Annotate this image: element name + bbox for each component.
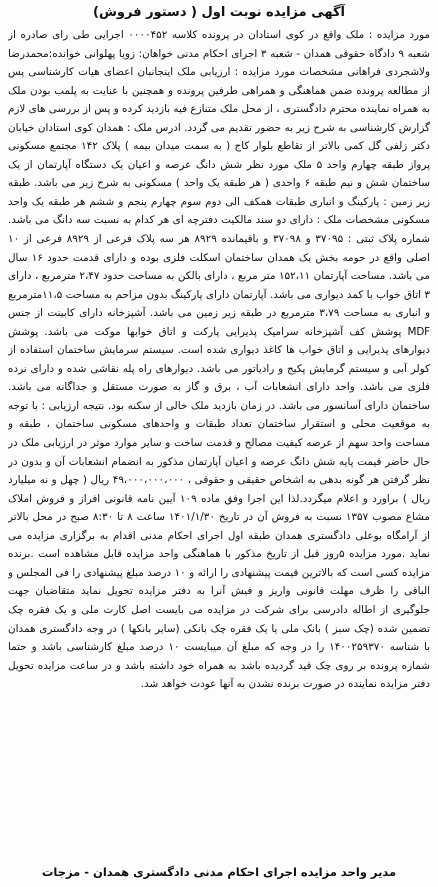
notice-title: آگهی مزایده نوبت اول ( دستور فروش) xyxy=(93,5,345,20)
notice-body: مورد مزایده : ملک واقع در کوی استادان در پرونده کلاسه ۰۰۰۰۴۵۲ اجرایی طی رای صادره از شعبه ۹ دادگاه حقوقی همدان - شعبه ۳ اجرای احکام مدنی خواهان: زویا پهلوانی خوانده:محمدرضا ولاشجردی فراهانی مشخصات مورد مزایده : ارزیابی ملک اینجانبان اعضای هیات کارشناسی پس از مطالعه پرونده ضمن هماهنگی و همراهی طرفین پرونده و همچنین با عنایت به پلمب بودن ملک به همراه نماینده محترم دادگستری ، از محل ملک متنازع فیه بازدید کرده و پس از بررسی های لازم گزارش کارشناسی به شرح زیر به حضور تقدیم می گردد. ادرس ملک : همدان کوی استادان خیابان دکتر زلفی گل کمی بالاتر از تقاطع بلوار کاج ( به سمت میدان بیمه ) پلاک ۱۴۲ مجتمع مسکونی پرواز طبقه چهارم واحد ۵ ملک مورد نظر شش دانگ عرصه و اعیان یک دستگاه آپارتمان از یک ساختمان شش و نیم طبقه ۶ واحدی ( هر طبقه یک واحد ) مسکونی به شرح زیر می باشد. طبقه زیر زمین : پارکینگ و انباری طبقات همکف الی دوم سوم چهارم پنجم و ششم هر طبقه یک واحد مسکونی مشخصات ملک : دارای دو سند مالکیت دفترچه ای هر کدام به نسبت سه دانگ می باشد. شماره پلاک ثبتی : ۳۷۰۹۵ و ۳۷۰۹۸ و باقیمانده ۸۹۲۹ هر سه پلاک فرعی از ۸۹۲۹ فرعی از ۱۰ اصلی واقع در حومه بخش یک همدان ساختمان اسکلت فلزی بوده و دارای قدمت حدود ۱۶ سال می باشد. مساحت آپارتمان ۱۵۲،۱۱ متر مربع ، دارای بالکن به مساحت حدود ۲،۴۷ مترمربع ، دارای ۳ اتاق خواب با کمد دیواری می باشد. آپارتمان دارای پارکینگ بدون مزاحم به مساحت ۱۱،۵مترمربع و انباری به مساحت ۳،۷۹ مترمربع در طبقه زیر زمین می باشد. آشپزخانه دارای کابینت از جنس MDF پوشش کف آشپزخانه سرامیک پذیرایی پارکت و اتاق خوابها موکت می باشد. پوشش دیوارهای پذیرایی و اتاق خواب ها کاغذ دیواری شده است. سیستم سرمایش ساختمان استفاده از کولر آبی و سیستم گرمایش پکیج و رادیاتور می باشد. دیوارهای راه پله نقاشی شده و دارای نرده فلزی می باشد. واحد دارای انشعابات آب ، برق و گاز به صورت مستقل و جداگانه می باشد. ساختمان دارای آسانسور می باشد. در زمان بازدید ملک خالی از سکنه بود. نتیجه ارزیابی : با توجه به موقعیت محلی و استقرار ساختمان تعداد طبقات و واحدهای مسکونی ساختمان ، طبقه و مساحت واحد سهم از عرصه کیفیت مصالح و قدمت ساخت و سایر موارد موثر در ارزیابی ملک در حال حاضر قیمت پایه شش دانگ عرصه و اعیان آپارتمان مذکور به انضمام انشعابات آن و بدون در نظر گرفتن هر گونه بدهی به اشخاص حقیقی و حقوقی ، ۴۹،۰۰۰،۰۰۰،۰۰۰ ریال ( چهل و نه میلیارد ریال ) براورد و اعلام میگردد.لذا این اجرا وفق ماده ۱۰۹ آیین نامه قانونی افراز و فروش املاک مشاع مصوب ۱۳۵۷ نسبت به فروش آن در تاریخ ۱۴۰۱/۱/۳۰ ساعت ۸ تا ۸:۳۰ صبح در محل بالاتر از آرامگاه بوعلی دادگستری همدان طبقه اول اجرای احکام مدنی اقدام به برگزاری مزایده می نماید .مورد مزایده ۵روز قبل از تاریخ مذکور با هماهنگی واحد مزایده قابل مشاهده است .برنده مزایده کسی است که بالاترین قیمت پیشنهادی را ارائه و ۱۰ درصد مبلغ پیشنهادی را فی المجلس و الباقی را ظرف مهلت قانونی واریز و فیش آنرا به دفتر مزایده تحویل نماید متقاضیان جهت جلوگیری از اطاله دادرسی برای شرکت در مزایده می بایست اصل کارت ملی و یک فقره چک تضمین شده (چک سبز ) بانک ملی یا یک فقره چک بانکی (سایر بانکها ) در وجه دادگستری همدان با شناسه ۱۴۰۰۲۵۹۳۷۰ را در وجه که مبلغ آن میبایست ۱۰ درصد مبلغ کارشناسی باشد و حتما شماره پرونده بر روی چک قید گردیده باشد به همراه خود داشته باشد و در ساعت مزایده تحویل دفتر مزایده نماینده در صورت برنده نشدن به آنها عودت خواهد شد. xyxy=(8,29,430,691)
notice-signature: مدیر واحد مزایده اجرای احکام مدنی دادگستری همدان - مزجات xyxy=(41,865,397,879)
